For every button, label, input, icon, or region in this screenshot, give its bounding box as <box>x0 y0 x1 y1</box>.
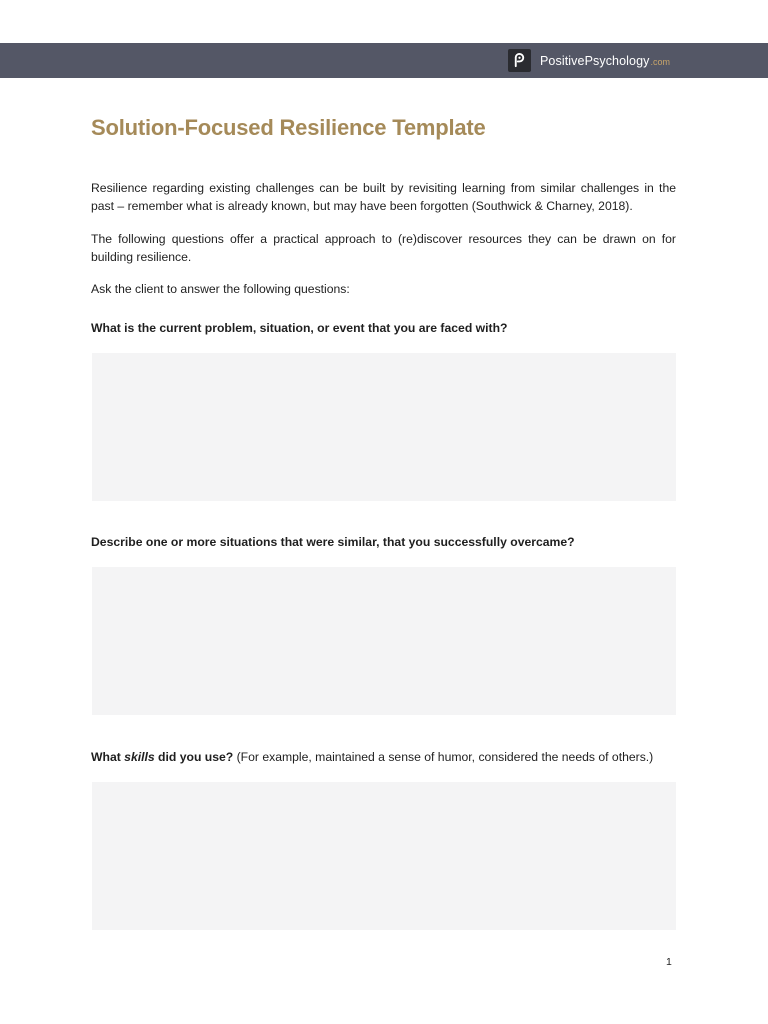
answer-box-current-problem[interactable] <box>92 353 676 501</box>
answer-box-similar-situations[interactable] <box>92 567 676 715</box>
page-title: Solution-Focused Resilience Template <box>91 115 486 140</box>
brand[interactable] <box>508 49 670 72</box>
instruction-paragraph: Ask the client to answer the following questions: <box>91 282 350 296</box>
page-number: 1 <box>666 956 672 968</box>
question-skills-suffix: did you use? <box>154 750 234 764</box>
intro-paragraph: Resilience regarding existing challenges can be built by revisiting learning from similar challenges in the past – remember what is already known, but may have been forgotten (Southwick & Charney, 2018). <box>91 181 676 213</box>
question-skills-used <box>91 748 691 766</box>
brand-tld: .com <box>650 56 671 67</box>
question-current-problem: What is the current problem, situation, or event that you are faced with? <box>91 321 508 335</box>
question-skills-prefix: What <box>91 750 125 764</box>
question-similar-situations: Describe one or more situations that were similar, that you successfully overcame? <box>91 535 575 549</box>
question-skills-emphasis: skills <box>124 750 155 764</box>
question-skills-note: (For example, maintained a sense of humor, considered the needs of others.) <box>233 750 654 764</box>
positive-psychology-logo-icon <box>508 49 531 72</box>
approach-paragraph: The following questions offer a practical approach to (re)discover resources they can be drawn on for building resilience. <box>91 232 676 264</box>
header-bar <box>0 43 768 78</box>
answer-box-skills-used[interactable] <box>92 782 676 930</box>
brand-name: PositivePsychology <box>540 53 650 68</box>
